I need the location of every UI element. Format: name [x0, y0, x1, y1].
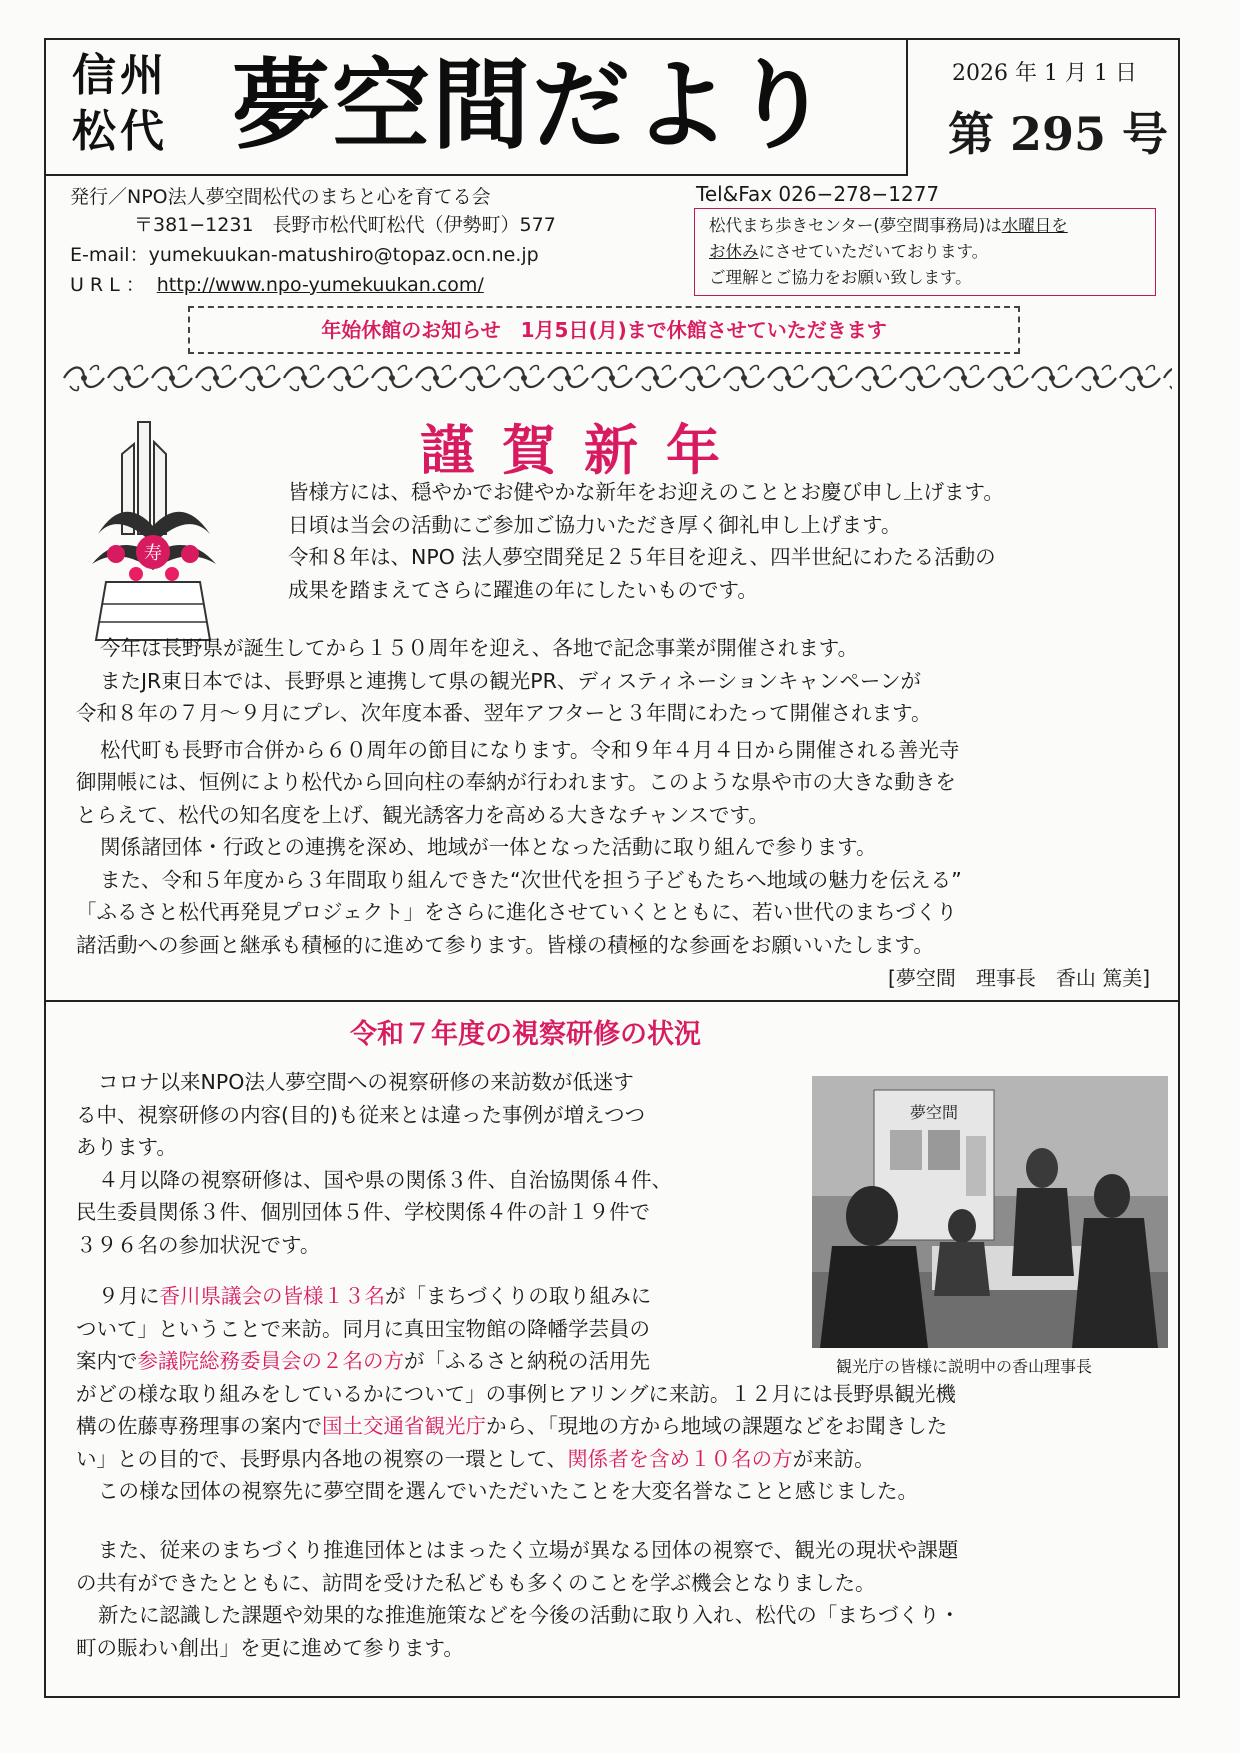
- issue-number: 第 295 号: [948, 107, 1169, 161]
- newyear-heading: 謹賀新年: [420, 418, 748, 482]
- inspection-intro: [76, 1066, 672, 1261]
- signature: [夢空間 理事長 香山 篤美]: [888, 966, 1150, 990]
- masthead-underline: [44, 174, 908, 176]
- intro-line: あります。: [76, 1135, 177, 1159]
- newsletter-title: 夢空間だより: [232, 49, 833, 163]
- intro-line: コロナ以来NPO法人夢空間への視察研修の来訪数が低迷す: [98, 1070, 634, 1094]
- closing-line: また、従来のまちづくり推進団体とはまったく立場が異なる団体の視察で、観光の現状や課題: [98, 1538, 959, 1562]
- body-text: 構の佐藤専務理事の案内で: [76, 1414, 322, 1438]
- email-label: E-mail：: [70, 244, 149, 266]
- visitor-highlight: 参議院総務委員会の２名の方: [137, 1349, 404, 1373]
- region-line-2: 松代: [72, 106, 168, 157]
- ornament-border: [62, 360, 1172, 396]
- email-row: [70, 240, 539, 267]
- region-line-1: 信州: [72, 50, 168, 101]
- intro-line: る中、視察研修の内容(目的)も従来とは違った事例が増えつつ: [76, 1102, 646, 1127]
- body-line: 今年は長野県が誕生してから１５０周年を迎え、各地で記念事業が開催されます。: [100, 636, 859, 660]
- body-text: が来訪。: [792, 1446, 875, 1471]
- greeting-line: 成果を踏まえてさらに躍進の年にしたいものです。: [288, 577, 758, 602]
- body-text: 案内で: [76, 1349, 138, 1373]
- closing-line: の共有ができたとともに、訪問を受けた私どもも多くのことを学ぶ機会となりました。: [76, 1570, 876, 1595]
- masthead-divider: [906, 38, 908, 174]
- body-line: 関係諸団体・行政との連携を深め、地域が一体となった活動に取り組んで参ります。: [100, 835, 877, 859]
- website-link[interactable]: http://www.npo-yumekuukan.com/: [156, 274, 484, 296]
- photo-sign-text: 夢空間: [909, 1103, 959, 1122]
- notice-text-1b: 水曜日を: [1001, 216, 1068, 235]
- email-address[interactable]: yumekuukan-matushiro@topaz.ocn.ne.jp: [148, 244, 539, 266]
- greeting-line: 皆様方には、穏やかでお健やかな新年をお迎えのこととお慶び申し上げます。: [288, 480, 1004, 504]
- issue-date: 2026 年 1 月 1 日: [952, 61, 1137, 86]
- body-line: 松代町も長野市合併から６０周年の節目になります。令和９年４月４日から開催される善光寺: [100, 737, 960, 762]
- publisher-line: 発行／NPO法人夢空間松代のまちと心を育てる会: [70, 186, 491, 208]
- photo-caption: 観光庁の皆様に説明中の香山理事長: [836, 1357, 1093, 1376]
- url-row: [70, 270, 484, 297]
- inspection-heading: 令和７年度の視察研修の状況: [350, 1019, 701, 1050]
- visitor-highlight: 関係者を含め１０名の方: [567, 1446, 793, 1471]
- body-text: が「まちづくりの取り組みに: [385, 1284, 652, 1308]
- intro-line: ３９６名の参加状況です。: [76, 1232, 321, 1257]
- greeting-line: 令和８年は、NPO 法人夢空間発足２５年目を迎え、四半世紀にわたる活動の: [288, 545, 996, 569]
- body-line: また、令和５年度から３年間取り組んできた“次世代を担う子どもたちへ地域の魅力を伝える”: [100, 867, 962, 892]
- visitor-highlight: 国土交通省観光庁: [322, 1414, 486, 1438]
- url-label: URL：: [70, 274, 151, 296]
- address: 〒381−1231 長野市松代町松代（伊勢町）577: [134, 214, 556, 236]
- closed-day-notice: [694, 208, 1156, 296]
- body-line: 令和８年の７月～９月にプレ、次年度本番、翌年アフターと３年間にわたって開催されます。: [76, 701, 932, 725]
- tel-fax: Tel&Fax 026−278−1277: [696, 182, 940, 206]
- body-line: この様な団体の視察先に夢空間を選んでいただいたことを大変名誉なことと感じました。: [98, 1479, 918, 1503]
- body-line: がどの様な取り組みをしているかについて」の事例ヒアリングに来訪。１２月には長野県観光機: [76, 1381, 956, 1406]
- body-text: い」との目的で、長野県内各地の視察の一環として、: [76, 1446, 568, 1471]
- body-line: 御開帳には、恒例により松代から回向柱の奉納が行われます。このような県や市の大きな動きを: [76, 770, 956, 794]
- greeting-line: 日頃は当会の活動にご参加ご協力いただき厚く御礼申し上げます。: [288, 512, 902, 537]
- intro-line: ４月以降の視察研修は、国や県の関係３件、自治協関係４件、: [98, 1167, 672, 1192]
- newyear-body: [76, 632, 962, 961]
- closing-line: 新たに認識した課題や効果的な推進施策などを今後の活動に取り入れ、松代の「まちづくり・: [98, 1603, 961, 1627]
- kotobuki-label: 寿: [144, 543, 162, 564]
- notice-text-2b: にさせていただいております。: [758, 242, 989, 261]
- body-text: が「ふるさと納税の活用先: [404, 1349, 650, 1373]
- body-text: から、「現地の方から地域の課題などをお聞きした: [486, 1414, 948, 1438]
- notice-text-1a: 松代まち歩きセンター(夢空間事務局)は: [709, 216, 1002, 235]
- body-line: ついて」ということで来訪。同月に真田宝物館の降幡学芸員の: [76, 1316, 650, 1341]
- inspection-body: [76, 1280, 956, 1508]
- notice-text-2a: お休み: [709, 242, 759, 261]
- masthead-region: [72, 48, 168, 160]
- newyear-greeting: [288, 476, 1004, 606]
- notice-text-3: ご理解とご協力をお願い致します。: [709, 268, 972, 287]
- body-line: またJR東日本では、長野県と連携して県の観光PR、ディスティネーションキャンペーンが: [100, 668, 921, 693]
- inspection-closing: [76, 1534, 960, 1664]
- kadomatsu-illustration: [78, 414, 228, 644]
- section-divider: [44, 1000, 1180, 1002]
- body-line: 「ふるさと松代再発見プロジェクト」をさらに進化させていくとともに、若い世代のまちづくり: [76, 900, 957, 924]
- body-line: とらえて、松代の知名度を上げ、観光誘客力を高める大きなチャンスです。: [76, 802, 769, 827]
- body-text: ９月に: [98, 1284, 160, 1308]
- visitor-highlight: 香川県議会の皆様１３名: [159, 1284, 385, 1308]
- closing-line: 町の賑わい創出」を更に進めて参ります。: [76, 1635, 464, 1660]
- holiday-notice: 年始休館のお知らせ 1月5日(月)まで休館させていただきます: [188, 306, 1020, 354]
- intro-line: 民生委員関係３件、個別団体５件、学校関係４件の計１９件で: [76, 1200, 650, 1224]
- body-line: 諸活動への参画と継承も積極的に進めて参ります。皆様の積極的な参画をお願いいたします。: [76, 932, 934, 957]
